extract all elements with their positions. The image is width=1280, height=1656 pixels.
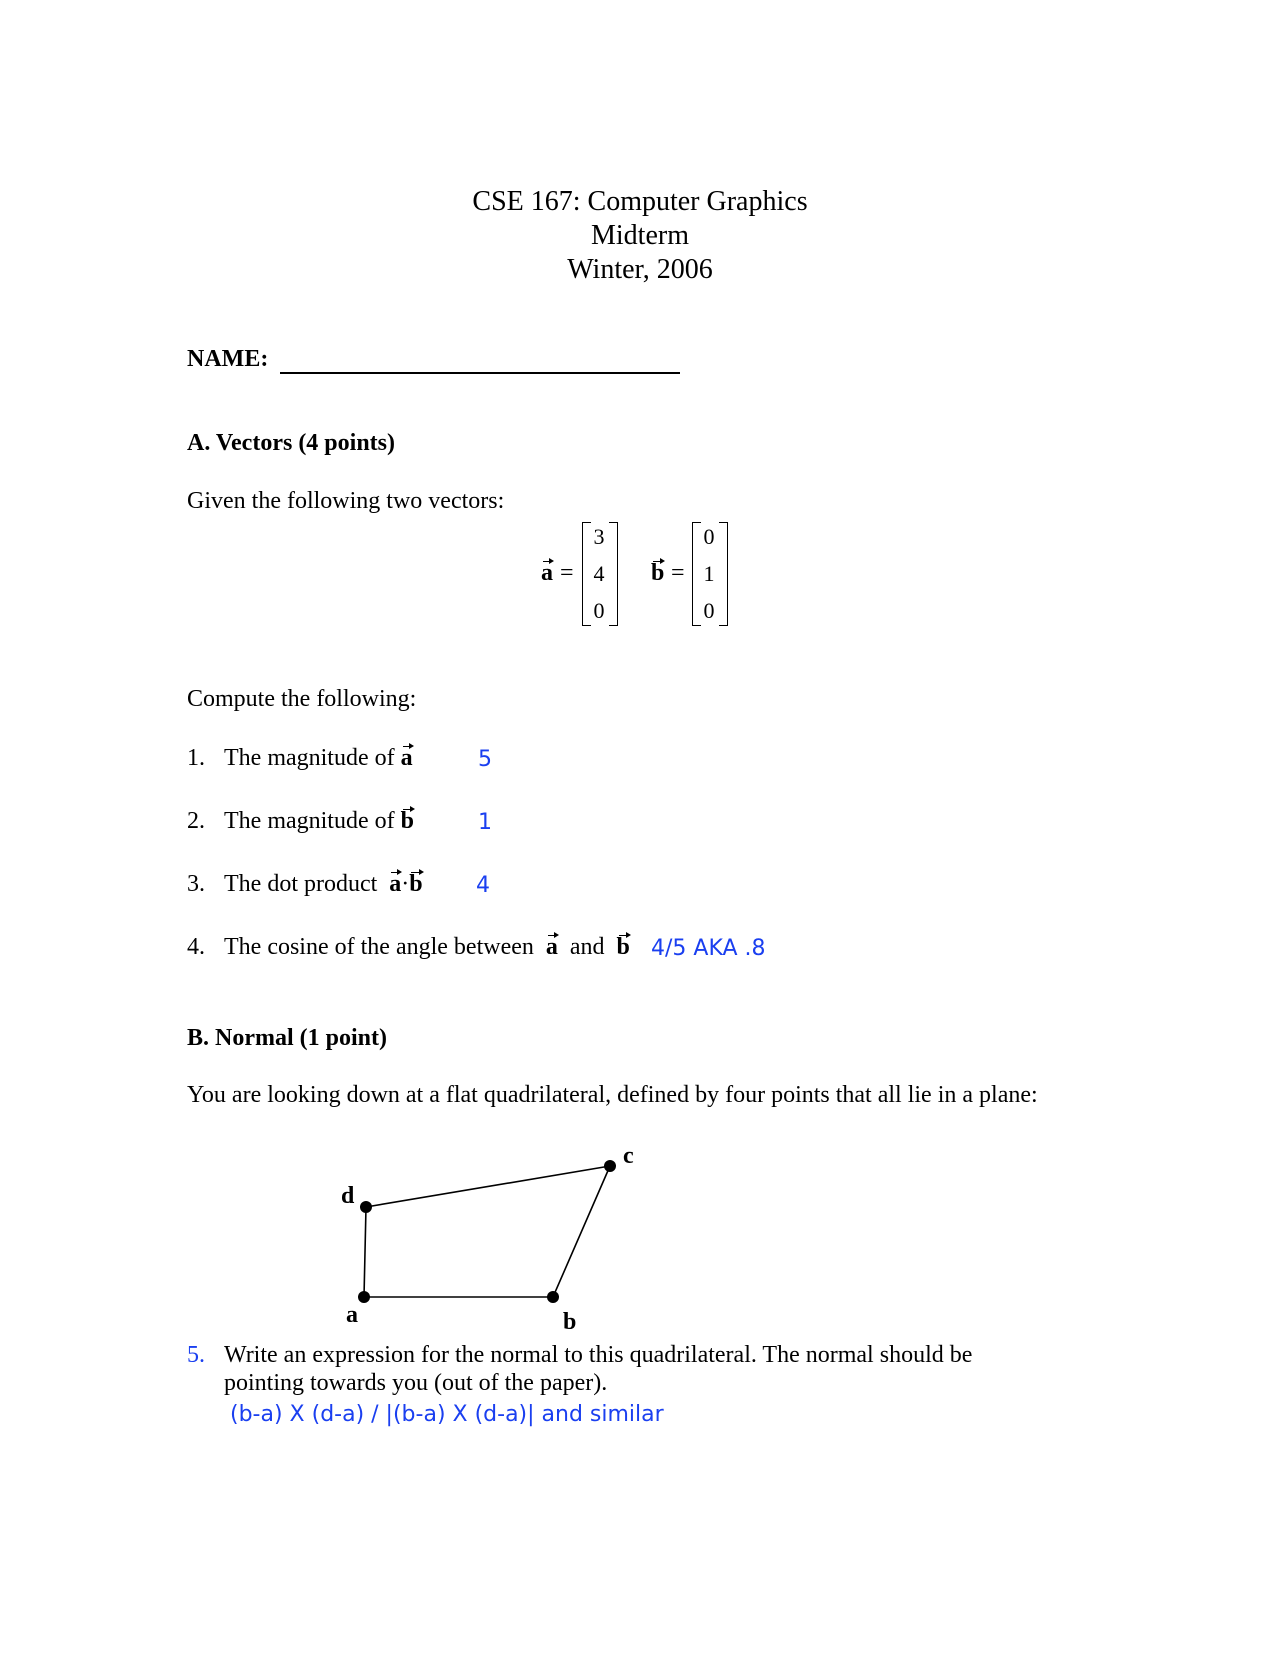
vector-a-z: 0 xyxy=(593,598,605,623)
name-label: NAME: xyxy=(187,346,269,372)
question-5-line-2: pointing towards you (out of the paper). xyxy=(224,1370,608,1396)
vector-b-y: 1 xyxy=(703,561,715,586)
point-b xyxy=(547,1291,559,1303)
section-a-heading: A. Vectors (4 points) xyxy=(187,430,395,456)
question-4-text: The cosine of the angle between a and b xyxy=(224,934,630,960)
question-4-number: 4. xyxy=(187,934,205,960)
question-2-number: 2. xyxy=(187,808,205,834)
question-5-answer: (b-a) X (d-a) / |(b-a) X (d-a)| and similar xyxy=(230,1402,664,1427)
point-c-label: c xyxy=(623,1143,634,1169)
point-b-label: b xyxy=(563,1309,577,1335)
section-a-intro: Given the following two vectors: xyxy=(187,488,505,514)
point-a-label: a xyxy=(346,1302,358,1328)
vector-a-label: a xyxy=(541,560,553,586)
vector-a-x: 3 xyxy=(593,524,605,549)
question-1-answer: 5 xyxy=(478,747,492,772)
question-3-answer: 4 xyxy=(476,873,490,898)
question-2-answer: 1 xyxy=(478,810,492,835)
exam-term: Winter, 2006 xyxy=(567,254,713,285)
quadrilateral-shape xyxy=(364,1166,610,1297)
point-d xyxy=(360,1201,372,1213)
exam-title: Midterm xyxy=(591,220,689,251)
vector-b-equals: = xyxy=(671,560,685,586)
vector-a-y: 4 xyxy=(593,561,605,586)
question-5-number: 5. xyxy=(187,1342,205,1368)
compute-prompt: Compute the following: xyxy=(187,686,417,712)
point-d-label: d xyxy=(341,1183,355,1209)
question-1-number: 1. xyxy=(187,745,205,771)
question-5-line-1: Write an expression for the normal to this quadrilateral. The normal should be xyxy=(224,1342,973,1368)
course-title: CSE 167: Computer Graphics xyxy=(472,186,808,217)
question-3-text: The dot product a·b xyxy=(224,871,423,897)
question-2-text: The magnitude of b xyxy=(224,808,414,834)
section-b-intro: You are looking down at a flat quadrilateral, defined by four points that all lie in a plane: xyxy=(187,1082,1038,1108)
vector-b-label: b xyxy=(651,560,665,586)
question-4-answer: 4/5 AKA .8 xyxy=(651,936,766,961)
vector-a-equals: = xyxy=(560,560,574,586)
point-c xyxy=(604,1160,616,1172)
section-b-heading: B. Normal (1 point) xyxy=(187,1025,387,1051)
point-a xyxy=(358,1291,370,1303)
question-1-text: The magnitude of a xyxy=(224,745,413,771)
vector-b-z: 0 xyxy=(703,598,715,623)
vector-b-x: 0 xyxy=(703,524,715,549)
question-3-number: 3. xyxy=(187,871,205,897)
